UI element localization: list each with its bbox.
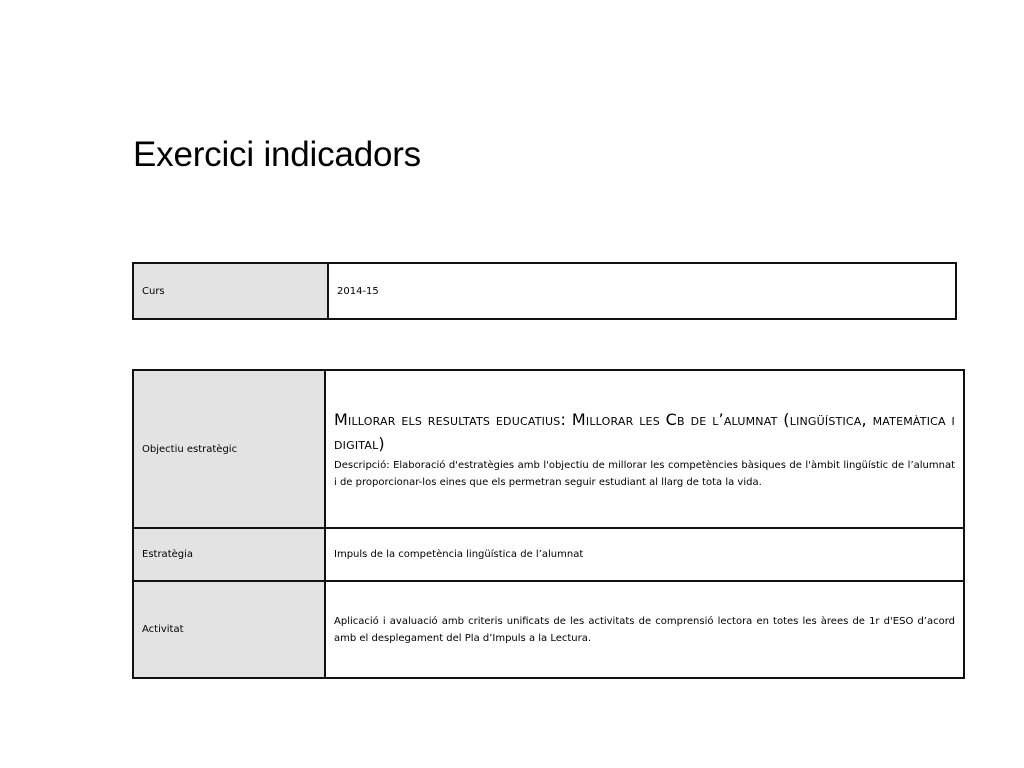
strategy-table	[132, 369, 965, 679]
activity-label: Activitat	[133, 581, 325, 678]
activity-row	[133, 581, 964, 678]
strategy-row	[133, 528, 964, 581]
objective-heading: Millorar els resultats educatius: Millorar les Cb de l’alumnat (lingüística, matemàtica i digital)	[334, 409, 955, 453]
objective-row	[133, 370, 964, 528]
course-label: Curs	[133, 263, 328, 319]
course-table	[132, 262, 957, 320]
course-row	[133, 263, 956, 319]
objective-label: Objectiu estratègic	[133, 370, 325, 528]
course-value: 2014-15	[328, 263, 956, 319]
strategy-label: Estratègia	[133, 528, 325, 581]
objective-cell	[325, 370, 964, 528]
page-title: Exercici indicadors	[133, 135, 421, 174]
strategy-value: Impuls de la competència lingüística de l’alumnat	[325, 528, 964, 581]
activity-value: Aplicació i avaluació amb criteris unificats de les activitats de comprensió lectora en totes les àrees de 1r d'ESO d’acord amb el desplegament del Pla d’Impuls a la Lectura.	[325, 581, 964, 678]
objective-description: Descripció: Elaboració d'estratègies amb l'objectiu de millorar les competències bàsiques de l'àmbit lingüístic de l’alumnat i de proporcionar-los eines que els permetran seguir estudiant al llarg de tota la vida.	[334, 459, 955, 488]
